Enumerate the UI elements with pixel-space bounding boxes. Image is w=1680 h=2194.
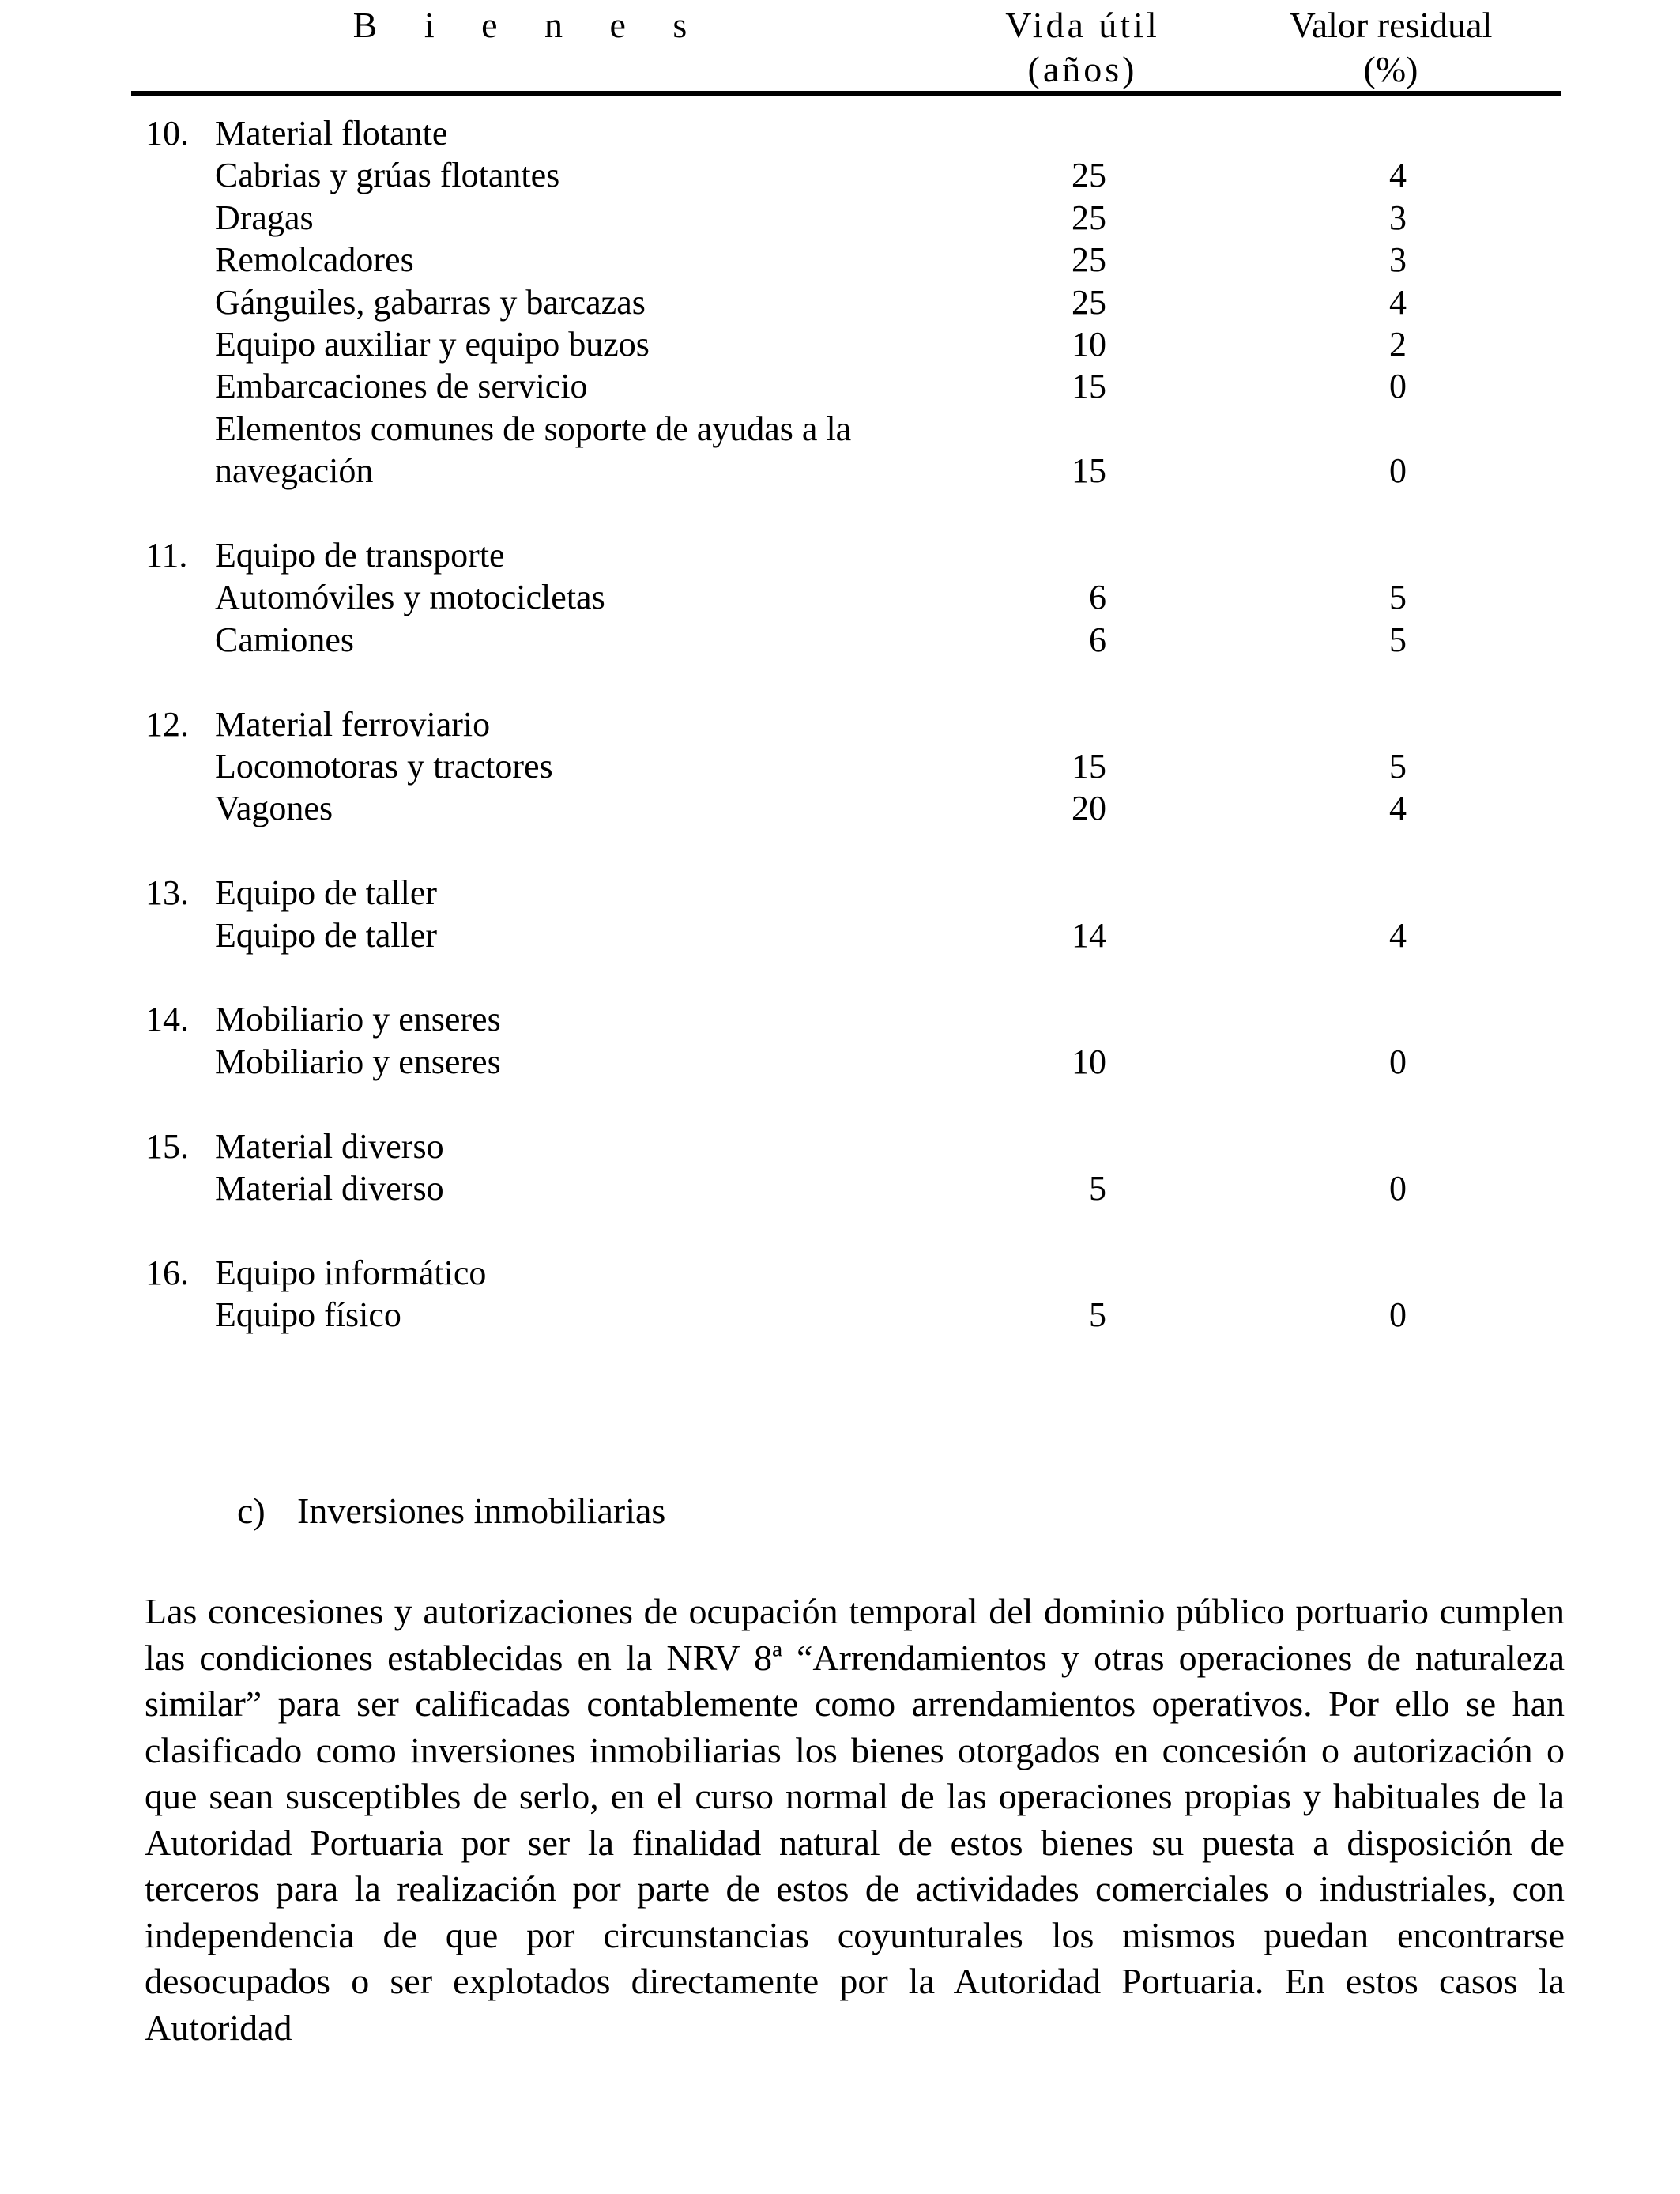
- item-valor-residual: 4: [1389, 282, 1407, 322]
- column-header-vida-util-line2: (años): [1027, 49, 1138, 89]
- table-row: [0, 619, 1680, 661]
- body-paragraph: Las concesiones y autorizaciones de ocupación temporal del dominio público portuario cumplen las condiciones establecidas en la NRV 8ª “Arrendamientos y otras operaciones de naturaleza similar” para ser calificadas contablemente como arrendamientos operativos. Por ello se han clasificado como inversiones inmobiliarias los bienes otorgados en concesión o autorización o que sean susceptibles de serlo, en el curso normal de las operaciones propias y habituales de la Autoridad Portuaria por ser la finalidad natural de estos bienes su puesta a disposición de terceros para la realización por parte de estos de actividades comerciales o industriales, con independencia de que por circunstancias coyunturales los mismos puedan encontrarse desocupados o ser explotados directamente por la Autoridad Portuaria. En estos casos la Autoridad: [145, 1591, 1565, 2048]
- item-vida-util: 15: [1072, 747, 1106, 786]
- item-valor-residual: 3: [1389, 240, 1407, 280]
- group-title: Equipo de transporte: [215, 536, 505, 575]
- table-row: [0, 576, 1680, 618]
- item-vida-util: 6: [1089, 620, 1106, 659]
- item-vida-util: 5: [1089, 1295, 1106, 1335]
- item-valor-residual: 5: [1389, 578, 1407, 617]
- group-title: Material diverso: [215, 1126, 444, 1166]
- table-row: [0, 365, 1680, 407]
- item-label: Automóviles y motocicletas: [215, 578, 605, 617]
- item-vida-util: 6: [1089, 578, 1106, 617]
- item-valor-residual: 0: [1389, 367, 1407, 406]
- group-number: 16.: [145, 1253, 189, 1292]
- item-valor-residual: 0: [1389, 1295, 1407, 1335]
- item-vida-util: 25: [1072, 156, 1106, 195]
- group-number: 13.: [145, 873, 189, 913]
- item-valor-residual: 2: [1389, 325, 1407, 364]
- column-header-vida-util: [948, 3, 1217, 92]
- group-title-row: [0, 703, 1680, 745]
- item-label: Mobiliario y enseres: [215, 1042, 501, 1081]
- group-number: 11.: [145, 536, 188, 575]
- table-row: [0, 154, 1680, 196]
- item-label: Locomotoras y tractores: [215, 747, 553, 786]
- group-number: 10.: [145, 114, 189, 153]
- group-title-row: [0, 998, 1680, 1040]
- table-row: [0, 787, 1680, 829]
- item-valor-residual: 4: [1389, 789, 1407, 828]
- column-header-valor-residual-line2: (%): [1363, 49, 1418, 89]
- header-rule: [131, 91, 1561, 96]
- group-title: Material flotante: [215, 114, 448, 153]
- table-row: [0, 239, 1680, 281]
- column-header-valor-residual: [1233, 3, 1549, 92]
- item-valor-residual: 0: [1389, 1169, 1407, 1208]
- table-row: [0, 323, 1680, 365]
- group-title-row: [0, 1125, 1680, 1167]
- item-label: Equipo físico: [215, 1295, 401, 1335]
- item-label: Vagones: [215, 789, 333, 828]
- item-label: Dragas: [215, 198, 314, 237]
- table-row: [0, 197, 1680, 239]
- column-header-bienes: B i e n e s: [352, 5, 706, 45]
- group-title-row: [0, 534, 1680, 576]
- item-label: Remolcadores: [215, 240, 414, 280]
- item-valor-residual: 4: [1389, 156, 1407, 195]
- item-vida-util: 5: [1089, 1169, 1106, 1208]
- item-valor-residual: 5: [1389, 620, 1407, 659]
- item-label: navegación: [215, 451, 374, 491]
- group-title: Mobiliario y enseres: [215, 1000, 501, 1039]
- column-header-vida-util-line1: Vida útil: [1005, 5, 1160, 45]
- item-label: Equipo de taller: [215, 915, 438, 955]
- item-label: Elementos comunes de soporte de ayudas a la: [215, 409, 852, 448]
- table-row: [0, 1294, 1680, 1336]
- item-vida-util: 25: [1072, 282, 1106, 322]
- item-vida-util: 10: [1072, 1042, 1106, 1081]
- table-row: [0, 408, 1680, 450]
- item-label: Gánguiles, gabarras y barcazas: [215, 282, 646, 322]
- item-vida-util: 10: [1072, 325, 1106, 364]
- item-valor-residual: 0: [1389, 1042, 1407, 1081]
- group-number: 14.: [145, 1000, 189, 1039]
- group-title: Equipo de taller: [215, 873, 438, 913]
- group-title: Equipo informático: [215, 1253, 487, 1292]
- item-valor-residual: 5: [1389, 747, 1407, 786]
- table-row: [0, 281, 1680, 323]
- section-heading: [237, 1489, 665, 1533]
- item-vida-util: 15: [1072, 451, 1106, 491]
- item-valor-residual: 3: [1389, 198, 1407, 237]
- group-title-row: [0, 872, 1680, 914]
- group-title-row: [0, 112, 1680, 154]
- item-vida-util: 14: [1072, 915, 1106, 955]
- item-valor-residual: 4: [1389, 915, 1407, 955]
- item-vida-util: 20: [1072, 789, 1106, 828]
- column-header-valor-residual-line1: Valor residual: [1289, 5, 1493, 45]
- item-label: Material diverso: [215, 1169, 444, 1208]
- item-vida-util: 15: [1072, 367, 1106, 406]
- table-row: [0, 450, 1680, 492]
- table-row: [0, 914, 1680, 956]
- table-row: [0, 1041, 1680, 1083]
- section-title: Inversiones inmobiliarias: [297, 1491, 666, 1531]
- group-title-row: [0, 1252, 1680, 1294]
- table-row: [0, 1167, 1680, 1209]
- item-vida-util: 25: [1072, 198, 1106, 237]
- item-label: Cabrias y grúas flotantes: [215, 156, 560, 195]
- item-label: Equipo auxiliar y equipo buzos: [215, 325, 650, 364]
- item-label: Camiones: [215, 620, 354, 659]
- group-number: 15.: [145, 1126, 189, 1166]
- group-title: Material ferroviario: [215, 704, 491, 744]
- item-valor-residual: 0: [1389, 451, 1407, 491]
- group-number: 12.: [145, 704, 189, 744]
- item-label: Embarcaciones de servicio: [215, 367, 588, 406]
- item-vida-util: 25: [1072, 240, 1106, 280]
- section-marker: c): [237, 1491, 266, 1531]
- table-row: [0, 745, 1680, 787]
